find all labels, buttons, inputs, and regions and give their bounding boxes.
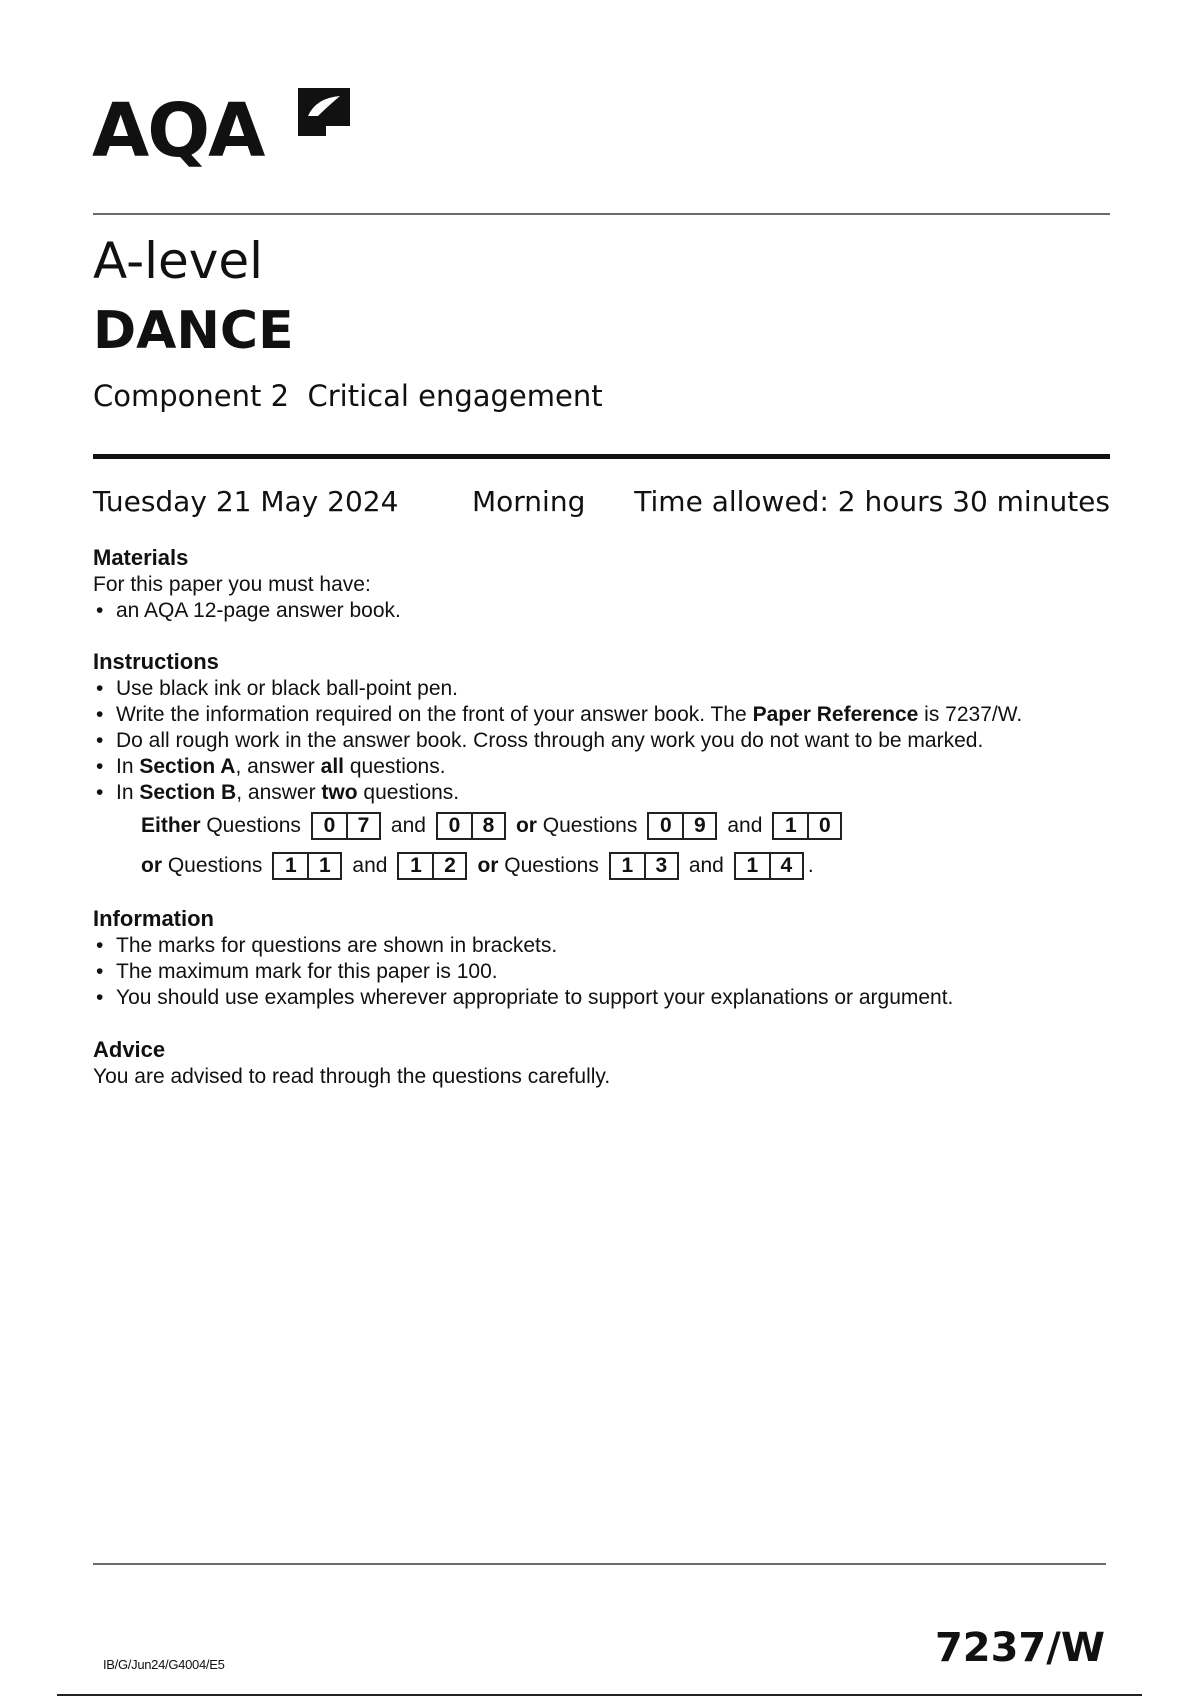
subject-title: DANCE bbox=[93, 301, 294, 361]
component-title: Component 2 Critical engagement bbox=[93, 379, 603, 413]
instruction-item: • Use black ink or black ball-point pen. bbox=[93, 676, 1113, 702]
instruction-item: • Do all rough work in the answer book. Cross through any work you do not want to be marked. bbox=[93, 728, 1113, 754]
information-section bbox=[93, 905, 1113, 1011]
question-number-box: 1 1 bbox=[272, 852, 342, 880]
question-number-box: 0 8 bbox=[436, 812, 506, 840]
information-item: • You should use examples wherever appropriate to support your explanations or argument. bbox=[93, 985, 1113, 1011]
information-item: • The marks for questions are shown in brackets. bbox=[93, 933, 1113, 959]
question-number-box: 1 2 bbox=[397, 852, 467, 880]
exam-date: Tuesday 21 May 2024 bbox=[93, 485, 399, 518]
logo-text: AQA bbox=[92, 88, 264, 174]
instruction-item: • Write the information required on the front of your answer book. The Paper Reference is 7237/W. bbox=[93, 702, 1113, 728]
question-choice-line-2: or Questions 1 1 and 1 2 or Questions 1 3 and 1 4 . bbox=[141, 846, 1161, 886]
materials-section bbox=[93, 544, 1113, 624]
instructions-heading: Instructions bbox=[93, 649, 219, 674]
question-number-box: 1 0 bbox=[772, 812, 842, 840]
paper-code: 7237/W bbox=[934, 1625, 1105, 1671]
instruction-item: • In Section A, answer all questions. bbox=[93, 754, 1113, 780]
materials-heading: Materials bbox=[93, 545, 189, 570]
exam-session: Morning bbox=[472, 485, 586, 518]
time-allowed: Time allowed: 2 hours 30 minutes bbox=[634, 485, 1110, 518]
question-choice-line-1: Either Questions 0 7 and 0 8 or Questions 0 9 and 1 0 bbox=[141, 806, 1161, 846]
question-number-box: 0 7 bbox=[311, 812, 381, 840]
aqa-flag-icon bbox=[296, 86, 352, 142]
information-item: • The maximum mark for this paper is 100. bbox=[93, 959, 1113, 985]
materials-item: • an AQA 12-page answer book. bbox=[93, 598, 1113, 624]
materials-intro: For this paper you must have: bbox=[93, 573, 371, 596]
advice-heading: Advice bbox=[93, 1037, 166, 1062]
advice-section bbox=[93, 1036, 1113, 1090]
instructions-section bbox=[93, 648, 1113, 886]
footer-divider bbox=[93, 1563, 1106, 1565]
qualification-level: A-level bbox=[93, 232, 264, 290]
question-number-box: 1 3 bbox=[609, 852, 679, 880]
question-number-box: 1 4 bbox=[734, 852, 804, 880]
information-heading: Information bbox=[93, 906, 214, 931]
advice-text: You are advised to read through the questions carefully. bbox=[93, 1065, 611, 1088]
footer-reference: IB/G/Jun24/G4004/E5 bbox=[103, 1657, 225, 1672]
page-bottom-line bbox=[57, 1694, 1142, 1696]
header-divider bbox=[93, 213, 1110, 215]
question-number-box: 0 9 bbox=[647, 812, 717, 840]
title-divider bbox=[93, 454, 1110, 459]
instruction-item: • In Section B, answer two questions. bbox=[93, 780, 1113, 806]
